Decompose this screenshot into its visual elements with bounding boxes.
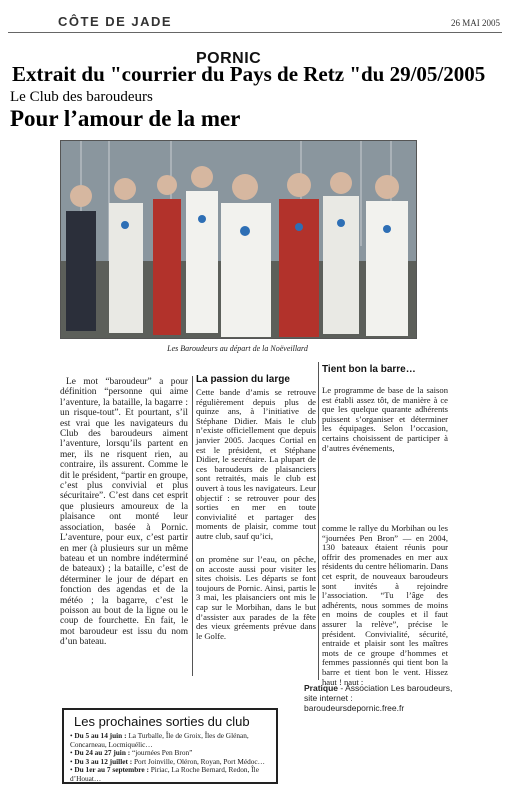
column-3-paragraph: Le programme de base de la saison est établi assez tôt, de manière à ce que les quelque quarante adhérents puissent s’organiser et déterminer les équipages. Selon l’occasion, certains choisissent de participer à d’autres événements, [322,385,448,453]
extract-line: Extrait du "courrier du Pays de Retz "du 29/05/2005 [12,62,486,86]
group-photo [60,140,417,339]
outing-dates: Du 24 au 27 juin : [74,748,131,758]
column-2-text [196,388,316,542]
outing-places: Piriac, La Roche Bernard, Redon, Île d’Houat… [70,765,259,783]
column-3-continued [322,524,448,687]
outing-dates: Du 1er au 7 septembre : [74,765,149,775]
column-3-paragraph-continued: comme le rallye du Morbihan ou les “journées Pen Bron” — en 2004, 130 bateaux étaient réunis pour offrir des promenades en mer aux résidents du centre héliomarin. Dans cet esprit, de nouveaux baroudeurs sont invités à rejoindre l’association. “Tu l’âge des adhérents, nous sommes de moins en moins de couples et il faut assurer la relève”, précise le président. Convivialité, sécurité, entraide et plaisir sont les maîtres mots de ce groupe d’hommes et femmes passionnés qui tient bon la barre et tient bon le vent. Hissez haut ! naut : [322,523,448,687]
town-label: PORNIC [196,50,262,67]
column-3-text [322,386,448,453]
issue-date: 26 MAI 2005 [451,18,500,28]
outing-item: • Du 1er au 7 septembre : Piriac, La Roche Bernard, Redon, Île d’Houat… [70,765,259,783]
outing-dates: Du 3 au 12 juillet : [74,756,133,766]
column-1-paragraph: Le mot “baroudeur” a pour définition “personne qui aime l’aventure, la bataille, la bagarre : un risque-tout”. Et pourtant, s’il est vrai que les navigateurs du Club des baroudeurs aiment l’aventure, lorsqu’ils partent en mer, ils ne risquent rien, au contraire, ils assurent. Comme le dit le président, “partir en groupe, c’est plus convivial et plus sécuritaire”. C’est dans cet esprit que plusieurs amoureux de la plaisance ont monté leur association, basée à Pornic. L’aventure, pour eux, c’est partir en mer (à plusieurs sur un même bateau et un nombre indéterminé de bateaux) ; la bataille, c’est de déterminer le jour de départ en fonction des agendas et de la météo ; la bagarre, c’est le poisson au bout de la ligne ou le coup de fourchette. En fait, le mot baroudeur est issu du nom d’un bateau. [60,377,188,648]
column-2-paragraph-continued: on promène sur l’eau, on pêche, on accoste aussi pour visiter les sites choisis. Les départs se font toujours de Pornic. Ainsi, partis le 3 mai, les plaisanciers ont mis le cap sur le Morbihan, dans le but d’assister aux parades de la fête des vieux gréements prévue dans le Golfe. [196,554,316,641]
outing-dates: Du 5 au 14 juin : [74,731,127,740]
article-headline: Pour l’amour de la mer [10,106,241,131]
outing-item: • Du 3 au 12 juillet : Port Joinville, Oléron, Royan, Port Médoc… [70,756,265,766]
outings-title: Les prochaines sorties du club [74,714,250,729]
column-2-continued [196,555,316,641]
pratique-text: - Association Les baroudeurs, site internet : baroudeursdepornic.free.fr [304,683,453,713]
outing-item: • Du 5 au 14 juin : La Turballe, Île de Groix, Îles de Glénan, Concarneau, Locmiquélic… [70,731,249,749]
photo-caption: Les Baroudeurs au départ de la Noëveillard [167,344,308,353]
group-photo-illustration [61,141,416,338]
outing-places: La Turballe, Île de Groix, Îles de Glénan, Concarneau, Locmiquélic… [70,731,249,749]
upcoming-outings-box [62,708,278,784]
outing-item: • Du 24 au 27 juin : “journées Pen Bron” [70,748,193,758]
column-1-text [60,377,188,648]
outing-places: “journées Pen Bron” [130,748,193,758]
pratique-note [304,683,454,713]
subheading-passion: La passion du large [196,374,290,385]
column-divider [318,362,319,680]
pratique-label: Pratique [304,683,339,693]
outing-places: Port Joinville, Oléron, Royan, Port Médoc… [132,756,265,766]
article-kicker: Le Club des baroudeurs [10,89,153,105]
column-divider [192,376,193,676]
section-name: CÔTE DE JADE [58,14,173,29]
subheading-barre: Tient bon la barre… [322,364,416,375]
column-2-paragraph: Cette bande d’amis se retrouve régulièrement depuis plus de quinze ans, à l’initiative de Stéphane Didier. Mais le club n’existe officiellement que depuis janvier 2005. Jacques Cortial en est le président, et Stéphane Didier, le secrétaire. La plupart de ces baroudeurs de plaisanciers sont retraités, mais le club est ouvert à tous les navigateurs. Leur objectif : se retrouver pour des sorties en mer en toute convivialité et partager des moments de plaisir, comme tout autre club, sauf qu’ici, [196,387,316,541]
